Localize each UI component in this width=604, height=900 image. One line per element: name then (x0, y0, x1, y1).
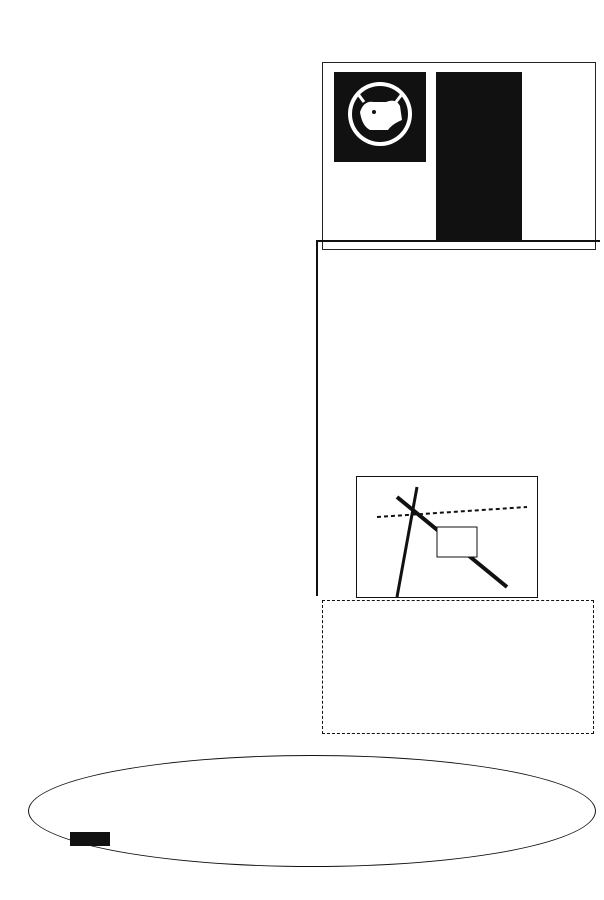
sailor-moon-text (334, 606, 542, 728)
event-description (328, 252, 472, 452)
area-map (356, 476, 538, 598)
shop-panel (436, 72, 522, 242)
map-roads (357, 477, 537, 597)
shop-logo (334, 72, 426, 162)
speech-bubble-outline (28, 755, 596, 867)
bull-icon (334, 72, 426, 162)
